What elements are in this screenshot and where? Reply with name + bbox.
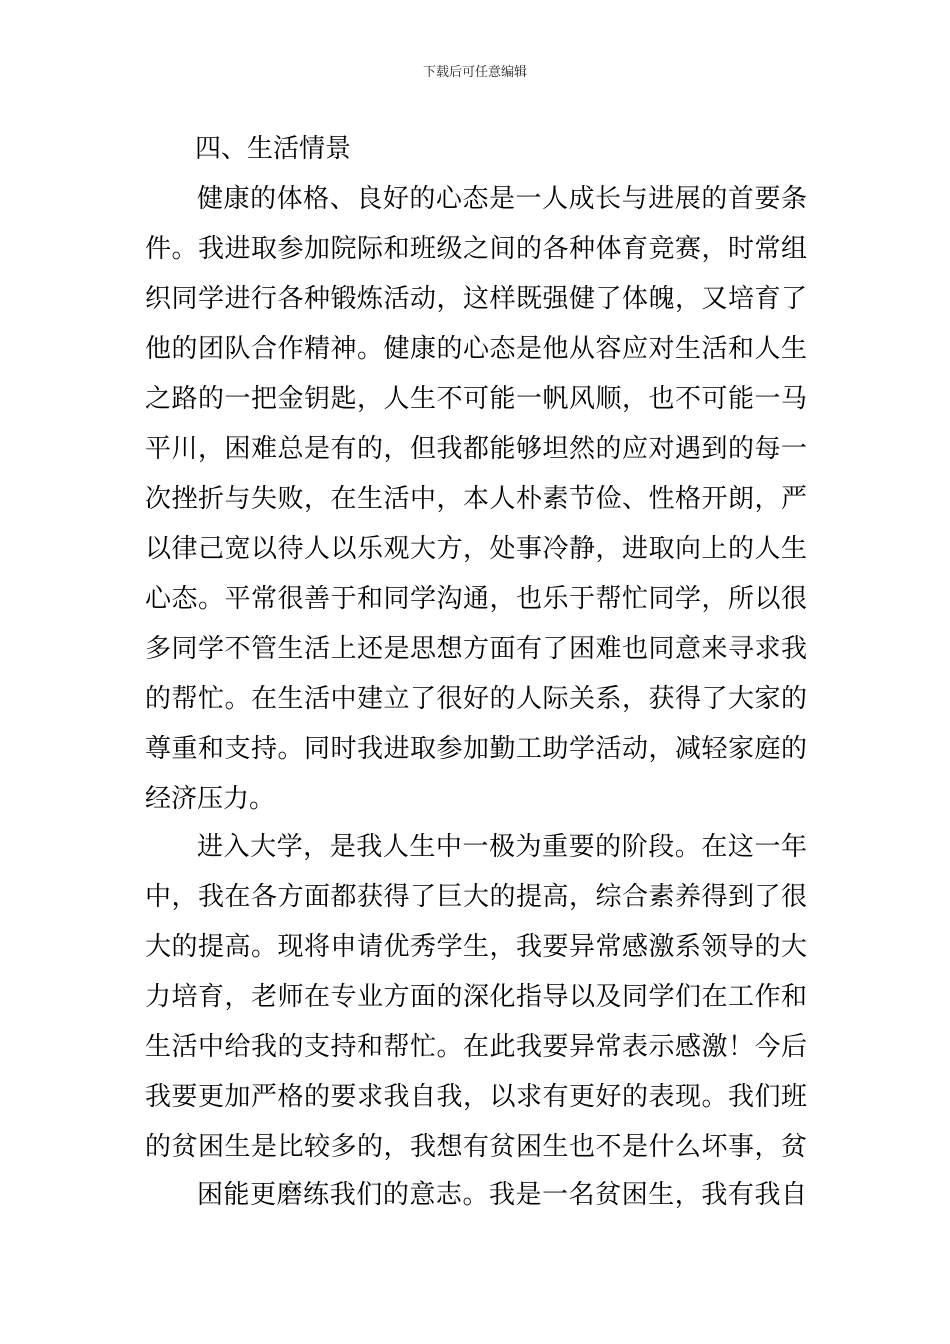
text-line: 织同学进行各种锻炼活动，这样既强健了体魄，又培育了 bbox=[145, 284, 807, 314]
text-line: 尊重和支持。同时我进取参加勤工助学活动，减轻家庭的 bbox=[145, 734, 807, 764]
text-line: 力培育，老师在专业方面的深化指导以及同学们在工作和 bbox=[145, 982, 807, 1012]
text-line: 他的团队合作精神。健康的心态是他从容应对生活和人生 bbox=[145, 334, 807, 364]
text-line: 次挫折与失败，在生活中，本人朴素节俭、性格开朗，严 bbox=[145, 484, 807, 514]
section-heading: 四、生活情景 bbox=[195, 134, 352, 164]
text-line: 的帮忙。在生活中建立了很好的人际关系，获得了大家的 bbox=[145, 684, 807, 714]
text-line: 我要更加严格的要求我自我，以求有更好的表现。我们班 bbox=[145, 1082, 807, 1112]
text-line: 进入大学，是我人生中一极为重要的阶段。在这一年 bbox=[197, 832, 807, 862]
text-line: 困能更磨练我们的意志。我是一名贫困生，我有我自 bbox=[197, 1180, 807, 1210]
text-line: 中，我在各方面都获得了巨大的提高，综合素养得到了很 bbox=[145, 882, 807, 912]
text-line: 心态。平常很善于和同学沟通，也乐于帮忙同学，所以很 bbox=[145, 584, 807, 614]
page-header: 下载后可任意编辑 bbox=[422, 65, 527, 80]
text-line: 大的提高。现将申请优秀学生，我要异常感激系领导的大 bbox=[145, 932, 807, 962]
text-line: 多同学不管生活上还是思想方面有了困难也同意来寻求我 bbox=[145, 634, 807, 664]
text-line: 之路的一把金钥匙，人生不可能一帆风顺，也不可能一马 bbox=[145, 384, 807, 414]
text-line: 经济压力。 bbox=[145, 784, 276, 814]
text-line: 平川，困难总是有的，但我都能够坦然的应对遇到的每一 bbox=[145, 434, 807, 464]
text-line: 以律己宽以待人以乐观大方，处事冷静，进取向上的人生 bbox=[145, 534, 807, 564]
text-line: 件。我进取参加院际和班级之间的各种体育竞赛，时常组 bbox=[145, 234, 807, 264]
text-line: 健康的体格、良好的心态是一人成长与进展的首要条 bbox=[197, 184, 807, 214]
text-line: 生活中给我的支持和帮忙。在此我要异常表示感激！今后 bbox=[145, 1032, 807, 1062]
text-line: 的贫困生是比较多的，我想有贫困生也不是什么坏事，贫 bbox=[145, 1132, 807, 1162]
